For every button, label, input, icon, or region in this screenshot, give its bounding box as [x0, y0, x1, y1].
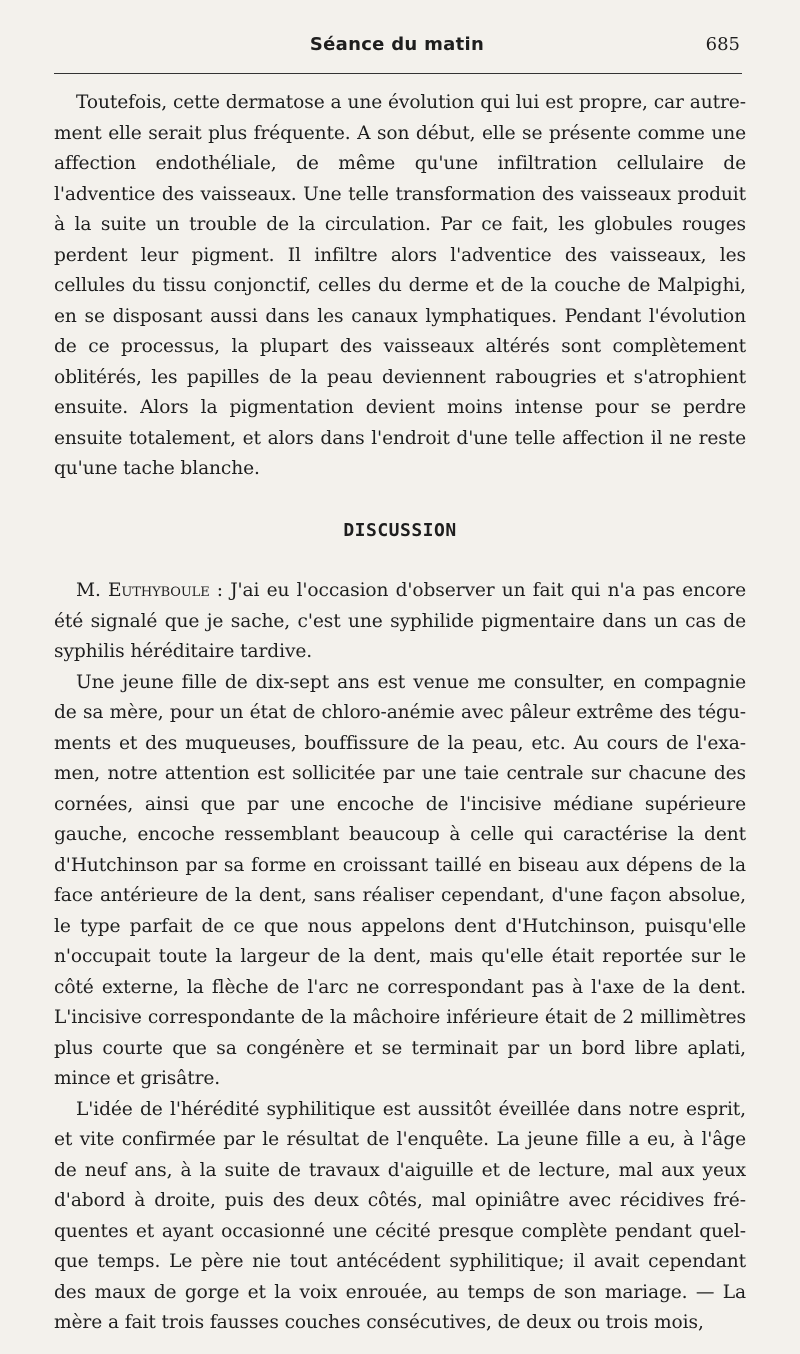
paragraph-heredity: L'idée de l'hérédité syphilitique est aussitôt éveillée dans notre esprit, et vite confirmée par le résultat de l'enquête. La jeune fille a eu, à l'âge de neuf ans, à la suite de travaux d'aiguille et de lecture, mal aux yeux d'abord à droite, puis des deux côtés, mal opiniâtre avec récidives fréquentes et ayant occasionné une cécité presque complète pendant quelque temps. Le père nie tout antécédent syphilitique; il avait cependant des maux de gorge et la voix enrouée, au temps de son mariage. — La mère a fait trois fausses couches consécutives, de deux ou trois mois,: [54, 1098, 746, 1333]
paragraph-case-description: Une jeune fille de dix-sept ans est venue me consulter, en compagnie de sa mère, pour un état de chloro-anémie avec pâleur extrême des téguments et des muqueuses, bouffissure de la peau, etc. Au cours de l'examen, notre attention est sollicitée par une taie centrale sur chacune des cornées, ainsi que par une encoche de l'incisive médiane supérieure gauche, encoche ressemblant beaucoup à celle qui caractérise la dent d'Hutchinson par sa forme en croissant taillé en biseau aux dépens de la face antérieure de la dent, sans réaliser cependant, d'une façon absolue, le type parfait de ce que nous appelons dent d'Hutchinson, puisqu'elle n'occupait toute la largeur de la dent, mais qu'elle était reportée sur le côté externe, la flèche de l'arc ne correspondant pas à l'axe de la dent. L'incisive correspondante de la mâchoire inférieure était de 2 millimètres plus courte que sa congénère et se terminait par un bord libre aplati, mince et grisâtre.: [54, 671, 746, 1089]
paragraph-euthyboule-text: J'ai eu l'occasion d'observer un fait qui n'a pas encore été signalé que je sache, c'est une syphilide pigmentaire dans un cas de syphilis héréditaire tardive.: [54, 580, 746, 662]
section-heading-discussion: DISCUSSION: [343, 520, 457, 541]
header-rule: [54, 73, 742, 74]
speaker-name: M. Euthyboule: [76, 580, 210, 601]
text-block-top: [54, 88, 746, 485]
running-head: [54, 34, 740, 64]
text-block-discussion: [54, 576, 746, 1339]
running-title: Séance du matin: [309, 34, 485, 55]
paragraph-euthyboule-intro: [54, 576, 746, 668]
speaker-separator: :: [209, 580, 231, 601]
paragraph-dermatose: Toutefois, cette dermatose a une évolution qui lui est propre, car autrement elle serait plus fréquente. A son début, elle se présente comme une affection endothéliale, de même qu'une infiltration cellulaire de l'adventice des vaisseaux. Une telle transformation des vaisseaux produit à la suite un trouble de la circulation. Par ce fait, les globules rouges perdent leur pigment. Il infiltre alors l'adventice des vaisseaux, les cellules du tissu conjonctif, celles du derme et de la couche de Malpighi, en se disposant aussi dans les canaux lymphatiques. Pendant l'évolution de ce processus, la plupart des vaisseaux altérés sont complètement oblitérés, les papilles de la peau deviennent rabougries et s'atrophient ensuite. Alors la pigmentation devient moins intense pour se perdre ensuite totalement, et alors dans l'endroit d'une telle affection il ne reste qu'une tache blanche.: [54, 92, 746, 479]
page-number: 685: [705, 34, 740, 55]
